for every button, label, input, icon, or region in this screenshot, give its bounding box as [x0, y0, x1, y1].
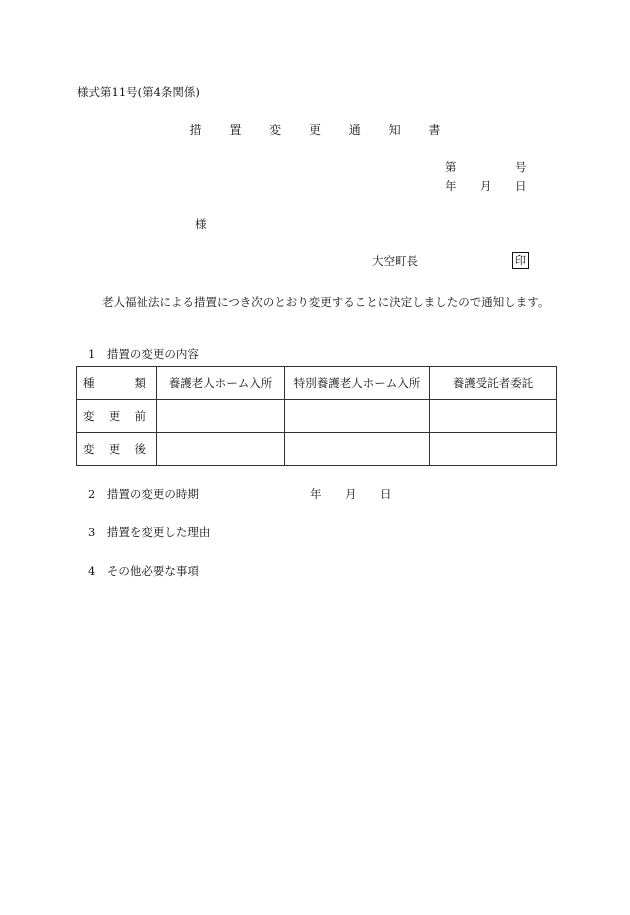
column-header-foster-care: 養護受託者委託 — [430, 367, 557, 400]
row-label-after — [77, 433, 157, 466]
table-row — [77, 433, 557, 466]
notice-body-text: 老人福祉法による措置につき次のとおり変更することに決定しましたので通知します。 — [102, 295, 550, 309]
section-1-heading: 1 措置の変更の内容 — [88, 347, 199, 361]
table-cell — [285, 400, 430, 433]
row-label-char: 変 — [83, 442, 95, 456]
row-label-char: 変 — [83, 409, 95, 423]
table-cell — [430, 400, 557, 433]
change-date-year: 年 — [310, 487, 322, 501]
date-day: 日 — [515, 179, 527, 193]
section-3-label: 3 措置を変更した理由 — [88, 525, 211, 539]
sender-name: 大空町長 — [372, 254, 418, 268]
table-cell — [157, 400, 285, 433]
row-label-char: 前 — [134, 409, 146, 423]
column-header-nursing-home: 養護老人ホーム入所 — [157, 367, 285, 400]
form-number-label: 様式第11号(第4条関係) — [77, 85, 200, 99]
section-4-label: 4 その他必要な事項 — [88, 564, 199, 578]
date-year: 年 — [445, 179, 457, 193]
number-suffix: 号 — [515, 160, 527, 174]
document-title-text: 措 置 変 更 通 知 書 — [189, 123, 453, 137]
row-label-char: 後 — [134, 442, 146, 456]
number-prefix: 第 — [445, 160, 457, 174]
change-details-table — [76, 366, 557, 466]
document-title — [0, 124, 630, 137]
section-2-label: 2 措置の変更の時期 — [88, 487, 199, 501]
table-cell — [430, 433, 557, 466]
change-date-day: 日 — [380, 487, 392, 501]
type-header-cell — [77, 367, 157, 400]
type-header-char: 類 — [134, 376, 146, 390]
row-label-before — [77, 400, 157, 433]
table-header-row — [77, 367, 557, 400]
table-row — [77, 400, 557, 433]
table-cell — [285, 433, 430, 466]
type-header-char: 種 — [83, 376, 95, 390]
date-month: 月 — [480, 179, 492, 193]
addressee-honorific: 様 — [195, 217, 207, 231]
row-label-char: 更 — [108, 442, 121, 456]
table-cell — [157, 433, 285, 466]
change-date-month: 月 — [345, 487, 357, 501]
column-header-special-nursing-home: 特別養護老人ホーム入所 — [285, 367, 430, 400]
seal-mark: 印 — [512, 252, 529, 269]
row-label-char: 更 — [108, 409, 121, 423]
